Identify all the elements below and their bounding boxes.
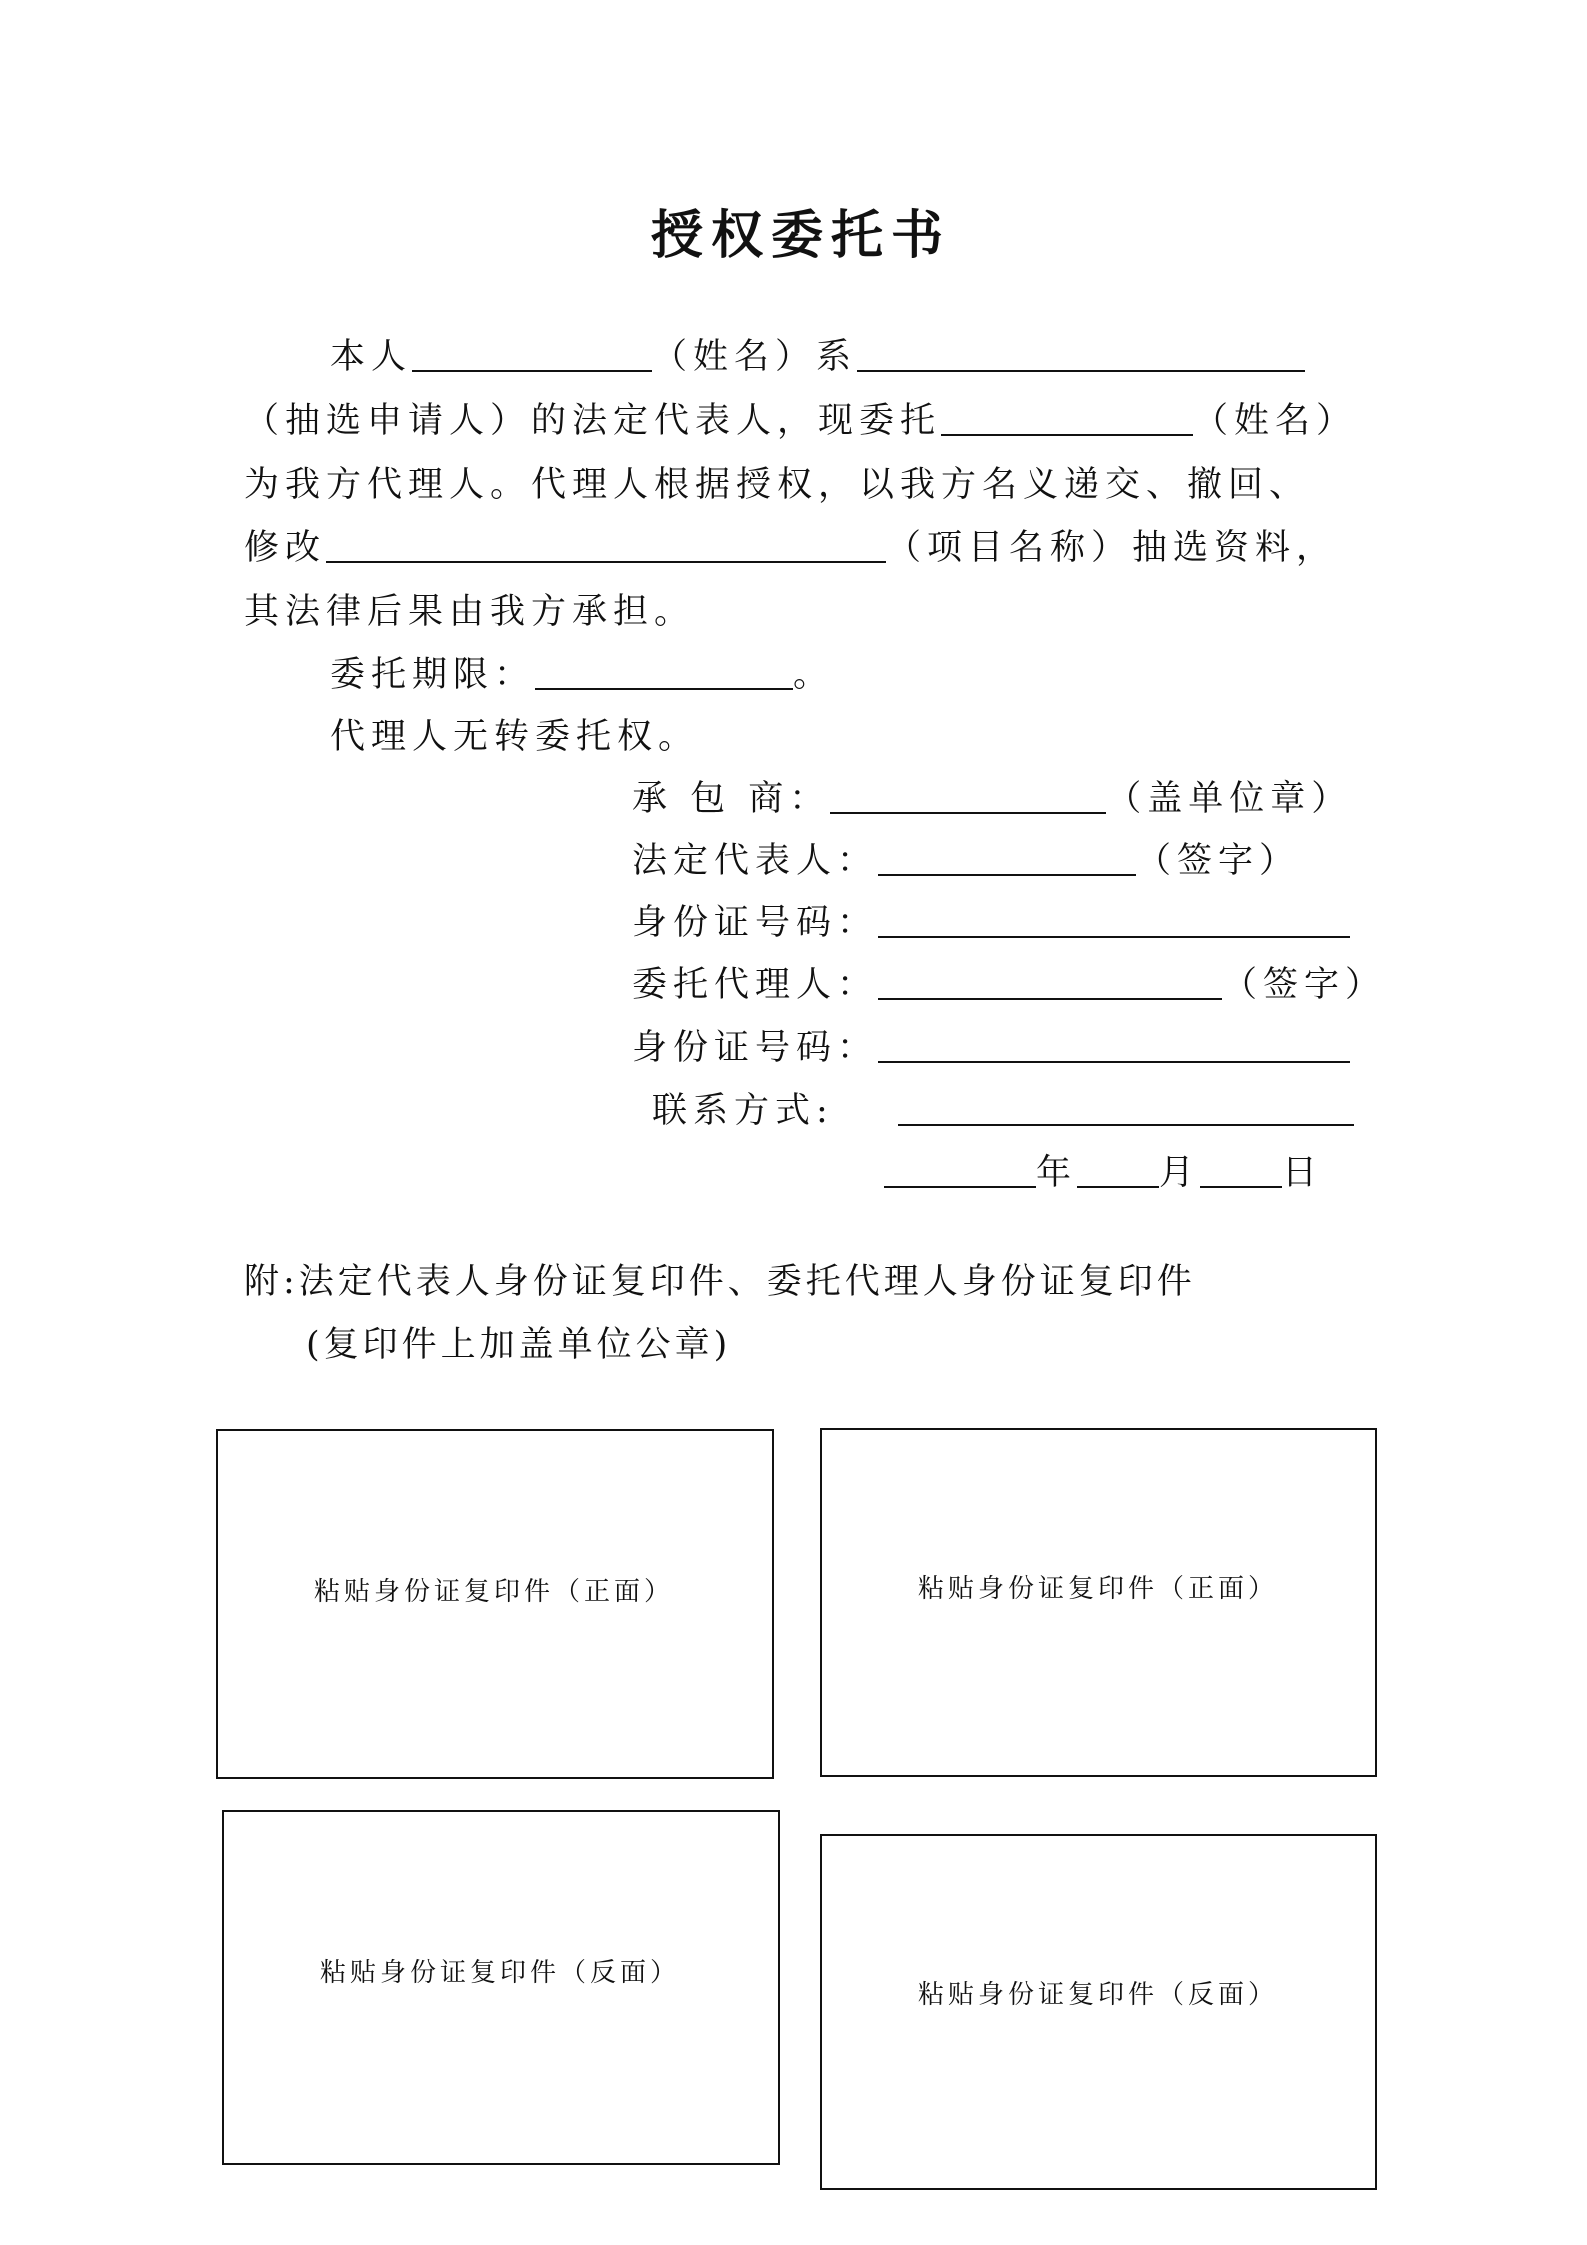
name-field[interactable] [412, 336, 652, 372]
body-line-2 [244, 398, 1357, 444]
day-label: 日 [1282, 1153, 1324, 1193]
agent-suffix: （签字） [1222, 965, 1387, 1005]
applicant-field[interactable] [857, 336, 1305, 372]
text-self: 本人 [330, 337, 413, 377]
id-front-box-agent [820, 1428, 1377, 1777]
body-line-5: 其法律后果由我方承担。 [244, 592, 696, 632]
text-period: 。 [793, 655, 835, 695]
box-label: 粘贴身份证复印件（正面） [314, 1577, 675, 1607]
id-row-1 [632, 900, 1350, 946]
day-field[interactable] [1200, 1152, 1282, 1188]
page-title: 授权委托书 [651, 205, 952, 266]
agent-name-field[interactable] [941, 400, 1193, 436]
id-row-2 [632, 1025, 1350, 1071]
contact-field[interactable] [898, 1124, 1354, 1126]
agent-field[interactable] [878, 964, 1222, 1000]
id-field-1[interactable] [878, 902, 1350, 938]
legal-rep-field[interactable] [878, 840, 1136, 876]
box-label: 粘贴身份证复印件（正面） [918, 1574, 1279, 1604]
id-field-2[interactable] [878, 1027, 1350, 1063]
contractor-field[interactable] [830, 778, 1106, 814]
term-field[interactable] [535, 654, 793, 690]
contractor-suffix: （盖单位章） [1106, 779, 1353, 819]
text-project: （项目名称）抽选资料， [886, 528, 1338, 568]
attachment-line-1: 附:法定代表人身份证复印件、委托代理人身份证复印件 [244, 1262, 1196, 1302]
id-label-1: 身份证号码： [632, 903, 879, 943]
body-line-7: 代理人无转委托权。 [330, 717, 700, 757]
attachment-line-2: (复印件上加盖单位公章) [306, 1325, 732, 1365]
body-line-1 [330, 334, 1305, 380]
text-term: 委托期限： [330, 655, 536, 695]
date-row [884, 1150, 1323, 1196]
legal-rep-label: 法定代表人： [632, 841, 879, 881]
id-back-box-agent [820, 1834, 1377, 2190]
body-line-4 [244, 525, 1337, 571]
text-name-2: （姓名） [1193, 401, 1358, 441]
box-label: 粘贴身份证复印件（反面） [320, 1958, 681, 1988]
year-label: 年 [1036, 1153, 1078, 1193]
id-label-2: 身份证号码： [632, 1028, 879, 1068]
box-label: 粘贴身份证复印件（反面） [918, 1980, 1279, 2010]
month-field[interactable] [1077, 1152, 1159, 1188]
agent-label: 委托代理人： [632, 965, 879, 1005]
id-back-box-legal-rep [222, 1810, 780, 2165]
month-label: 月 [1159, 1153, 1201, 1193]
id-front-box-legal-rep [216, 1429, 774, 1779]
body-line-3: 为我方代理人。代理人根据授权，以我方名义递交、撤回、 [244, 465, 1311, 505]
legal-rep-suffix: （签字） [1136, 841, 1301, 881]
agent-row [632, 962, 1386, 1008]
contractor-row [632, 776, 1352, 822]
contact-label: 联系方式: [652, 1091, 834, 1131]
text-legal-rep: （抽选申请人）的法定代表人，现委托 [244, 401, 942, 441]
legal-rep-row [632, 838, 1300, 884]
year-field[interactable] [884, 1152, 1036, 1188]
contractor-label: 承 包 商： [632, 779, 831, 819]
text-modify: 修改 [244, 528, 327, 568]
project-name-field[interactable] [326, 527, 886, 563]
text-name-of: （姓名）系 [652, 337, 858, 377]
body-line-6 [330, 652, 834, 698]
